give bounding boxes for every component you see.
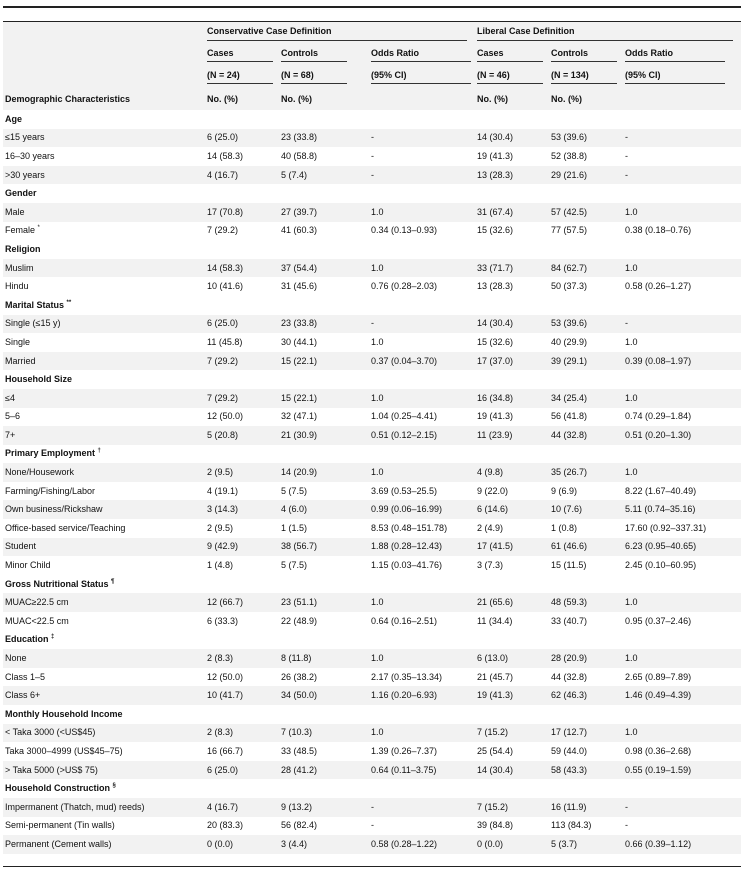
- table-cell: -: [369, 798, 475, 817]
- nopct-3: No. (%): [475, 88, 549, 110]
- table-cell: 53 (39.6): [549, 315, 623, 334]
- table-cell: 2 (9.5): [205, 463, 279, 482]
- group-conservative: Conservative Case Definition: [205, 22, 475, 44]
- table-cell: 35 (26.7): [549, 463, 623, 482]
- table-cell: -: [623, 129, 741, 148]
- table-cell: 5 (3.7): [549, 835, 623, 854]
- table-cell: 6 (14.6): [475, 500, 549, 519]
- table-cell: 23 (33.8): [279, 129, 369, 148]
- table-cell: 58 (43.3): [549, 761, 623, 780]
- table-cell: -: [369, 166, 475, 185]
- row-label: Female *: [3, 222, 205, 241]
- table-cell: 1.04 (0.25–4.41): [369, 408, 475, 427]
- table-row: [3, 482, 741, 501]
- row-label: None: [3, 649, 205, 668]
- table-cell: 56 (41.8): [549, 408, 623, 427]
- table-cell: 1.39 (0.26–7.37): [369, 742, 475, 761]
- table-row: [3, 556, 741, 575]
- row-label: Single: [3, 333, 205, 352]
- table-cell: 16 (34.8): [475, 389, 549, 408]
- row-label: Class 6+: [3, 686, 205, 705]
- row-label: Semi-permanent (Tin walls): [3, 817, 205, 836]
- table-cell: 4 (19.1): [205, 482, 279, 501]
- table-cell: 40 (29.9): [549, 333, 623, 352]
- table-cell: 0 (0.0): [475, 835, 549, 854]
- table-cell: 6 (25.0): [205, 129, 279, 148]
- table-cell: 31 (67.4): [475, 203, 549, 222]
- section-title: Primary Employment †: [3, 445, 741, 464]
- row-label: Married: [3, 352, 205, 371]
- table-cell: 4 (9.8): [475, 463, 549, 482]
- table-cell: 25 (54.4): [475, 742, 549, 761]
- table-cell: 21 (45.7): [475, 668, 549, 687]
- table-cell: 5 (7.5): [279, 556, 369, 575]
- table-row: [3, 649, 741, 668]
- table-cell: -: [623, 147, 741, 166]
- table-cell: 53 (39.6): [549, 129, 623, 148]
- table-cell: 16 (11.9): [549, 798, 623, 817]
- table-cell: 1.0: [369, 463, 475, 482]
- nopct-2: No. (%): [279, 88, 369, 110]
- table-cell: 31 (45.6): [279, 277, 369, 296]
- table-cell: 48 (59.3): [549, 593, 623, 612]
- table-cell: 33 (40.7): [549, 612, 623, 631]
- table-row: [3, 798, 741, 817]
- table-cell: 30 (44.1): [279, 333, 369, 352]
- row-label: Class 1–5: [3, 668, 205, 687]
- table-cell: 4 (16.7): [205, 798, 279, 817]
- table-cell: 1.0: [623, 593, 741, 612]
- section-title: Education ‡: [3, 631, 741, 650]
- table-cell: 27 (39.7): [279, 203, 369, 222]
- table-cell: 1 (1.5): [279, 519, 369, 538]
- table-cell: 15 (22.1): [279, 389, 369, 408]
- table-cell: 1.0: [623, 333, 741, 352]
- table-cell: 29 (21.6): [549, 166, 623, 185]
- table-cell: 4 (6.0): [279, 500, 369, 519]
- table-cell: 0.66 (0.39–1.12): [623, 835, 741, 854]
- table-cell: 56 (82.4): [279, 817, 369, 836]
- table-cell: 21 (65.6): [475, 593, 549, 612]
- table-cell: 3.69 (0.53–25.5): [369, 482, 475, 501]
- row-label: Student: [3, 538, 205, 557]
- row-label: MUAC≥22.5 cm: [3, 593, 205, 612]
- table-cell: 17 (41.5): [475, 538, 549, 557]
- table-cell: 7 (15.2): [475, 724, 549, 743]
- table-cell: -: [369, 129, 475, 148]
- section-header-row: [3, 705, 741, 724]
- table-cell: 28 (41.2): [279, 761, 369, 780]
- table-cell: 20 (83.3): [205, 817, 279, 836]
- table-cell: 12 (66.7): [205, 593, 279, 612]
- table-cell: 26 (38.2): [279, 668, 369, 687]
- table-cell: 0.74 (0.29–1.84): [623, 408, 741, 427]
- row-label: Impermanent (Thatch, mud) reeds): [3, 798, 205, 817]
- table-cell: 13 (28.3): [475, 277, 549, 296]
- table-cell: 17.60 (0.92–337.31): [623, 519, 741, 538]
- table-cell: 8.22 (1.67–40.49): [623, 482, 741, 501]
- table-cell: 17 (12.7): [549, 724, 623, 743]
- col-controls-cons: Controls: [279, 44, 369, 66]
- table-cell: 1.0: [369, 389, 475, 408]
- n-controls-cons: (N = 68): [279, 66, 369, 88]
- table-cell: 11 (23.9): [475, 426, 549, 445]
- table-cell: 9 (42.9): [205, 538, 279, 557]
- table-cell: 23 (33.8): [279, 315, 369, 334]
- demographic-header: Demographic Characteristics: [3, 88, 205, 110]
- row-label: Farming/Fishing/Labor: [3, 482, 205, 501]
- table-cell: 11 (45.8): [205, 333, 279, 352]
- table-row: [3, 668, 741, 687]
- col-or-lib: Odds Ratio: [623, 44, 741, 66]
- table-cell: 37 (54.4): [279, 259, 369, 278]
- table-cell: 2.17 (0.35–13.34): [369, 668, 475, 687]
- table-cell: -: [623, 166, 741, 185]
- table-cell: 34 (25.4): [549, 389, 623, 408]
- table-cell: 3 (7.3): [475, 556, 549, 575]
- table-cell: 16 (66.7): [205, 742, 279, 761]
- row-label: MUAC<22.5 cm: [3, 612, 205, 631]
- header-blank: [369, 88, 475, 110]
- table-row: [3, 724, 741, 743]
- table-cell: 1.0: [369, 203, 475, 222]
- table-cell: 1.0: [623, 463, 741, 482]
- section-header-row: [3, 240, 741, 259]
- table-cell: 59 (44.0): [549, 742, 623, 761]
- table-cell: 0.64 (0.16–2.51): [369, 612, 475, 631]
- row-label: Male: [3, 203, 205, 222]
- row-label: Permanent (Cement walls): [3, 835, 205, 854]
- table-cell: 44 (32.8): [549, 426, 623, 445]
- table-cell: 1 (4.8): [205, 556, 279, 575]
- table-cell: 33 (48.5): [279, 742, 369, 761]
- table-cell: 113 (84.3): [549, 817, 623, 836]
- table-cell: 1 (0.8): [549, 519, 623, 538]
- table-row: [3, 222, 741, 241]
- table-cell: 13 (28.3): [475, 166, 549, 185]
- table-cell: 57 (42.5): [549, 203, 623, 222]
- table-cell: 0.34 (0.13–0.93): [369, 222, 475, 241]
- table-cell: 2 (9.5): [205, 519, 279, 538]
- section-header-row: [3, 184, 741, 203]
- top-rule: [3, 6, 741, 8]
- row-label: Own business/Rickshaw: [3, 500, 205, 519]
- table-cell: 10 (41.7): [205, 686, 279, 705]
- table-cell: 32 (47.1): [279, 408, 369, 427]
- table-cell: 62 (46.3): [549, 686, 623, 705]
- table-row: [3, 612, 741, 631]
- table-cell: 14 (58.3): [205, 259, 279, 278]
- table-cell: 0.58 (0.28–1.22): [369, 835, 475, 854]
- table-cell: 28 (20.9): [549, 649, 623, 668]
- table-row: [3, 277, 741, 296]
- col-cases-cons: Cases: [205, 44, 279, 66]
- table-cell: 10 (41.6): [205, 277, 279, 296]
- table-cell: 0.58 (0.26–1.27): [623, 277, 741, 296]
- row-label: > Taka 5000 (>US$ 75): [3, 761, 205, 780]
- table-cell: 9 (6.9): [549, 482, 623, 501]
- table-cell: 1.0: [369, 259, 475, 278]
- table-cell: 38 (56.7): [279, 538, 369, 557]
- table-cell: 44 (32.8): [549, 668, 623, 687]
- row-label: ≤4: [3, 389, 205, 408]
- n-controls-lib: (N = 134): [549, 66, 623, 88]
- col-or-cons: Odds Ratio: [369, 44, 475, 66]
- row-label: ≤15 years: [3, 129, 205, 148]
- header-blank: [3, 22, 205, 44]
- table-cell: 23 (51.1): [279, 593, 369, 612]
- table-cell: 7 (29.2): [205, 222, 279, 241]
- table-cell: -: [369, 817, 475, 836]
- row-label: >30 years: [3, 166, 205, 185]
- table-cell: 6 (25.0): [205, 315, 279, 334]
- section-header-row: [3, 110, 741, 129]
- table-row: [3, 333, 741, 352]
- table-cell: 9 (13.2): [279, 798, 369, 817]
- table-cell: 1.0: [623, 724, 741, 743]
- table-cell: 2.45 (0.10–60.95): [623, 556, 741, 575]
- table-cell: 7 (29.2): [205, 389, 279, 408]
- table-cell: -: [623, 315, 741, 334]
- section-title: Religion: [3, 240, 741, 259]
- table-cell: -: [369, 315, 475, 334]
- table-cell: 6 (13.0): [475, 649, 549, 668]
- table-cell: 15 (22.1): [279, 352, 369, 371]
- group-liberal: Liberal Case Definition: [475, 22, 741, 44]
- row-label: Hindu: [3, 277, 205, 296]
- row-label: Taka 3000–4999 (US$45–75): [3, 742, 205, 761]
- nopct-4: No. (%): [549, 88, 623, 110]
- table-row: [3, 129, 741, 148]
- table-cell: 12 (50.0): [205, 668, 279, 687]
- table-cell: 14 (58.3): [205, 147, 279, 166]
- table-cell: 15 (11.5): [549, 556, 623, 575]
- col-controls-lib: Controls: [549, 44, 623, 66]
- section-header-row: [3, 575, 741, 594]
- header-blank: [3, 66, 205, 88]
- table-cell: 19 (41.3): [475, 686, 549, 705]
- table-cell: 1.88 (0.28–12.43): [369, 538, 475, 557]
- table-cell: 6.23 (0.95–40.65): [623, 538, 741, 557]
- row-label: 5–6: [3, 408, 205, 427]
- table-cell: 7 (10.3): [279, 724, 369, 743]
- section-title: Age: [3, 110, 741, 129]
- table-row: [3, 408, 741, 427]
- table-cell: -: [623, 798, 741, 817]
- section-title: Gender: [3, 184, 741, 203]
- table-cell: 22 (48.9): [279, 612, 369, 631]
- ci-lib: (95% CI): [623, 66, 741, 88]
- table-cell: 4 (16.7): [205, 166, 279, 185]
- row-label: None/Housework: [3, 463, 205, 482]
- table-cell: 2 (8.3): [205, 724, 279, 743]
- table-row: [3, 259, 741, 278]
- table-cell: 77 (57.5): [549, 222, 623, 241]
- demographics-table: [3, 22, 741, 854]
- table-cell: 2 (4.9): [475, 519, 549, 538]
- section-header-row: [3, 779, 741, 798]
- n-cases-lib: (N = 46): [475, 66, 549, 88]
- table-cell: 0.37 (0.04–3.70): [369, 352, 475, 371]
- table-row: [3, 817, 741, 836]
- table-row: [3, 315, 741, 334]
- table-cell: 14 (30.4): [475, 129, 549, 148]
- table-cell: 11 (34.4): [475, 612, 549, 631]
- table-row: [3, 538, 741, 557]
- table-cell: 1.15 (0.03–41.76): [369, 556, 475, 575]
- table-cell: -: [369, 147, 475, 166]
- table-row: [3, 352, 741, 371]
- table-cell: 2.65 (0.89–7.89): [623, 668, 741, 687]
- table-cell: 1.0: [623, 203, 741, 222]
- table-cell: 10 (7.6): [549, 500, 623, 519]
- table-cell: 1.0: [369, 593, 475, 612]
- n-cases-cons: (N = 24): [205, 66, 279, 88]
- section-title: Household Construction §: [3, 779, 741, 798]
- section-title: Household Size: [3, 370, 741, 389]
- ci-cons: (95% CI): [369, 66, 475, 88]
- table-cell: 1.0: [369, 649, 475, 668]
- table-cell: 8 (11.8): [279, 649, 369, 668]
- table-row: [3, 203, 741, 222]
- table-cell: 5 (20.8): [205, 426, 279, 445]
- table-cell: 1.0: [623, 259, 741, 278]
- table-row: [3, 519, 741, 538]
- table-cell: 15 (32.6): [475, 333, 549, 352]
- table-cell: -: [623, 817, 741, 836]
- table-cell: 6 (25.0): [205, 761, 279, 780]
- row-label: 7+: [3, 426, 205, 445]
- table-cell: 21 (30.9): [279, 426, 369, 445]
- table-cell: 7 (29.2): [205, 352, 279, 371]
- table-cell: 41 (60.3): [279, 222, 369, 241]
- table-cell: 9 (22.0): [475, 482, 549, 501]
- row-label: < Taka 3000 (<US$45): [3, 724, 205, 743]
- table-cell: 8.53 (0.48–151.78): [369, 519, 475, 538]
- table-row: [3, 761, 741, 780]
- table-cell: 0.51 (0.20–1.30): [623, 426, 741, 445]
- table-cell: 5 (7.5): [279, 482, 369, 501]
- table-cell: 0.98 (0.36–2.68): [623, 742, 741, 761]
- table-row: [3, 500, 741, 519]
- table-cell: 1.0: [369, 333, 475, 352]
- table-row: [3, 593, 741, 612]
- table-cell: 14 (30.4): [475, 315, 549, 334]
- table-cell: 50 (37.3): [549, 277, 623, 296]
- table-cell: 0.39 (0.08–1.97): [623, 352, 741, 371]
- row-label: Office-based service/Teaching: [3, 519, 205, 538]
- nopct-1: No. (%): [205, 88, 279, 110]
- table-cell: 6 (33.3): [205, 612, 279, 631]
- table-cell: 33 (71.7): [475, 259, 549, 278]
- table-cell: 14 (30.4): [475, 761, 549, 780]
- table-cell: 1.0: [369, 724, 475, 743]
- table-cell: 1.0: [623, 389, 741, 408]
- table-cell: 52 (38.8): [549, 147, 623, 166]
- table-cell: 0.51 (0.12–2.15): [369, 426, 475, 445]
- table-row: [3, 686, 741, 705]
- table-cell: 61 (46.6): [549, 538, 623, 557]
- section-title: Monthly Household Income: [3, 705, 741, 724]
- table-row: [3, 389, 741, 408]
- section-header-row: [3, 370, 741, 389]
- table-cell: 2 (8.3): [205, 649, 279, 668]
- table-cell: 17 (70.8): [205, 203, 279, 222]
- table-row: [3, 835, 741, 854]
- row-label: Single (≤15 y): [3, 315, 205, 334]
- table-cell: 3 (14.3): [205, 500, 279, 519]
- row-label: Muslim: [3, 259, 205, 278]
- table-cell: 40 (58.8): [279, 147, 369, 166]
- bottom-rule: [3, 866, 741, 867]
- row-label: 16–30 years: [3, 147, 205, 166]
- table-cell: 84 (62.7): [549, 259, 623, 278]
- section-header-row: [3, 296, 741, 315]
- table-cell: 34 (50.0): [279, 686, 369, 705]
- table-cell: 1.46 (0.49–4.39): [623, 686, 741, 705]
- table-cell: 39 (29.1): [549, 352, 623, 371]
- table-cell: 0.99 (0.06–16.99): [369, 500, 475, 519]
- table-cell: 5 (7.4): [279, 166, 369, 185]
- header-blank: [3, 44, 205, 66]
- table-cell: 5.11 (0.74–35.16): [623, 500, 741, 519]
- table-row: [3, 742, 741, 761]
- table-cell: 19 (41.3): [475, 408, 549, 427]
- table-row: [3, 147, 741, 166]
- table-cell: 1.16 (0.20–6.93): [369, 686, 475, 705]
- table-cell: 0.38 (0.18–0.76): [623, 222, 741, 241]
- table-cell: 39 (84.8): [475, 817, 549, 836]
- table-cell: 12 (50.0): [205, 408, 279, 427]
- table-cell: 0.64 (0.11–3.75): [369, 761, 475, 780]
- table-cell: 0.55 (0.19–1.59): [623, 761, 741, 780]
- table-cell: 3 (4.4): [279, 835, 369, 854]
- table-cell: 17 (37.0): [475, 352, 549, 371]
- table-cell: 0.76 (0.28–2.03): [369, 277, 475, 296]
- table-cell: 15 (32.6): [475, 222, 549, 241]
- section-header-row: [3, 631, 741, 650]
- table-cell: 7 (15.2): [475, 798, 549, 817]
- table-cell: 0.95 (0.37–2.46): [623, 612, 741, 631]
- table-cell: 0 (0.0): [205, 835, 279, 854]
- row-label: Minor Child: [3, 556, 205, 575]
- col-cases-lib: Cases: [475, 44, 549, 66]
- section-header-row: [3, 445, 741, 464]
- header-blank: [623, 88, 741, 110]
- table-cell: 1.0: [623, 649, 741, 668]
- table-row: [3, 426, 741, 445]
- section-title: Marital Status **: [3, 296, 741, 315]
- table-row: [3, 166, 741, 185]
- table-cell: 14 (20.9): [279, 463, 369, 482]
- table-cell: 19 (41.3): [475, 147, 549, 166]
- section-title: Gross Nutritional Status ¶: [3, 575, 741, 594]
- table-row: [3, 463, 741, 482]
